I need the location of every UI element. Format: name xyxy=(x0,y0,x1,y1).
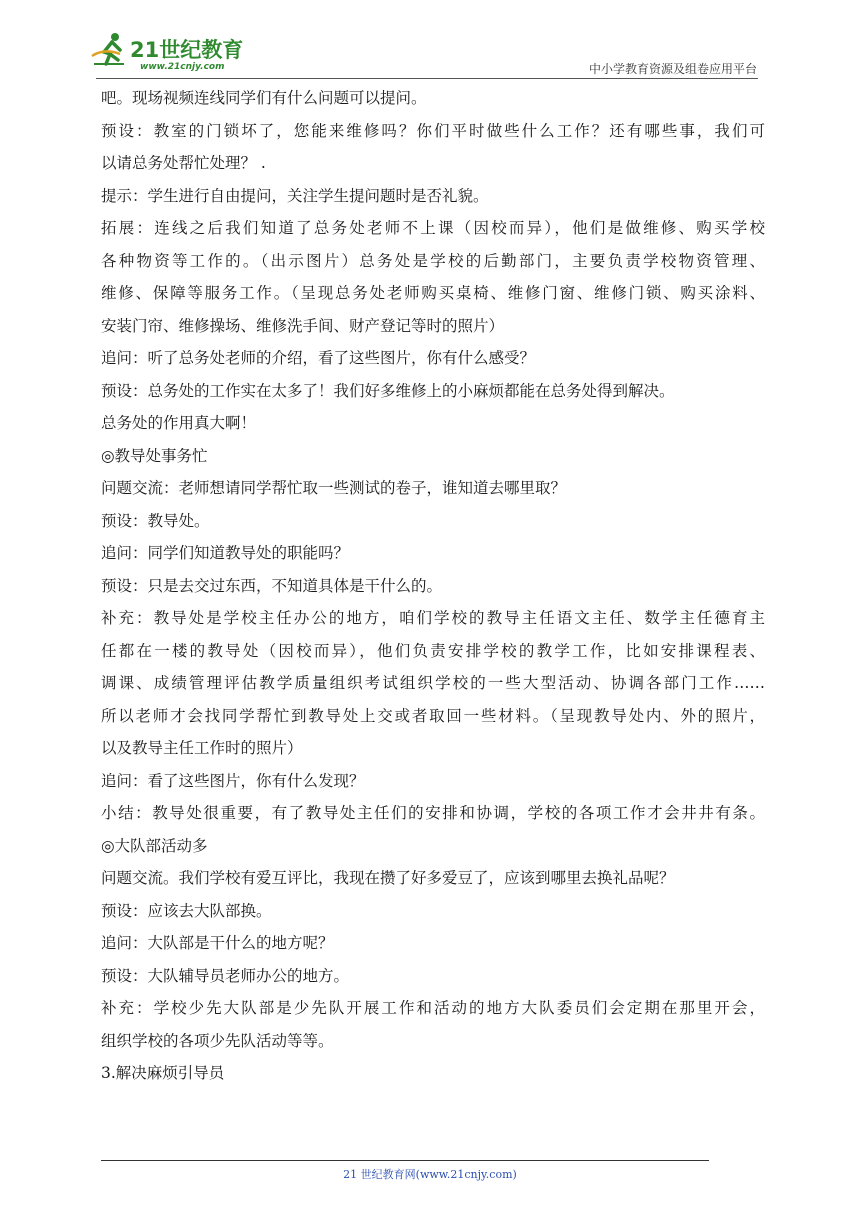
text-line: 预设：教室的门锁坏了，您能来维修吗？你们平时做些什么工作？还有哪些事，我们可 xyxy=(101,121,765,140)
text-line: 组织学校的各项少先队活动等等。 xyxy=(101,1031,334,1050)
text-line: 拓展：连线之后我们知道了总务处老师不上课（因校而异），他们是做维修、购买学校 xyxy=(101,219,765,237)
text-line: 补充：学校少先大队部是少先队开展工作和活动的地方大队委员们会定期在那里开会， xyxy=(101,999,765,1017)
logo-url: www.21cnjy.com xyxy=(140,62,225,72)
text-line: 追问：大队部是干什么的地方呢？ xyxy=(101,934,334,952)
text-line: 小结：教导处很重要，有了教导处主任们的安排和协调，学校的各项工作才会井井有条。 xyxy=(101,804,765,822)
text-line: 任都在一楼的教导处（因校而异），他们负责安排学校的教学工作，比如安排课程表、 xyxy=(101,641,765,660)
footer-divider xyxy=(101,1160,709,1161)
logo-text: 21世纪教育 xyxy=(130,38,244,62)
text-line: 调课、成绩管理评估教学质量组织考试组织学校的一些大型活动、协调各部门工作…… xyxy=(101,674,765,692)
section-heading: ◎大队部活动多 xyxy=(101,836,208,855)
logo xyxy=(96,34,266,78)
text-line: 问题交流：老师想请同学帮忙取一些测试的卷子，谁知道去哪里取？ xyxy=(101,479,567,497)
text-line: 补充：教导处是学校主任办公的地方，咱们学校的教导主任语文主任、数学主任德育主 xyxy=(101,609,765,627)
runner-icon xyxy=(90,30,130,70)
text-line: 总务处的作用真大啊！ xyxy=(101,414,257,432)
section-heading: 3.解决麻烦引导员 xyxy=(101,1064,225,1082)
text-line: 各种物资等工作的。（出示图片）总务处是学校的后勤部门，主要负责学校物资管理、 xyxy=(101,251,765,270)
header-divider xyxy=(96,78,758,79)
text-line: 预设：总务处的工作实在太多了！我们好多维修上的小麻烦都能在总务处得到解决。 xyxy=(101,381,675,400)
text-line: 问题交流。我们学校有爱互评比，我现在攒了好多爱豆了，应该到哪里去换礼品呢？ xyxy=(101,869,675,887)
text-line: 安装门帘、维修操场、维修洗手间、财产登记等时的照片） xyxy=(101,316,505,335)
text-line: 追问：看了这些图片，你有什么发现？ xyxy=(101,771,365,790)
text-line: 预设：应该去大队部换。 xyxy=(101,901,272,920)
page-header xyxy=(0,0,860,80)
section-heading: ◎教导处事务忙 xyxy=(101,446,208,465)
text-line: 维修、保障等服务工作。（呈现总务处老师购买桌椅、维修门窗、维修门锁、购买涂料、 xyxy=(101,284,765,302)
text-line: 预设：教导处。 xyxy=(101,511,210,530)
text-line: 吧。现场视频连线同学们有什么问题可以提问。 xyxy=(101,89,427,107)
text-line: 以请总务处帮忙处理？ . xyxy=(101,154,266,172)
text-line: 追问：同学们知道教导处的职能吗？ xyxy=(101,544,350,562)
document-body xyxy=(101,82,765,1090)
page-footer: 21 世纪教育网(www.21cnjy.com) xyxy=(343,1168,517,1181)
text-line: 所以老师才会找同学帮忙到教导处上交或者取回一些材料。（呈现教导处内、外的照片， xyxy=(101,706,765,725)
text-line: 预设：大队辅导员老师办公的地方。 xyxy=(101,966,350,985)
platform-label: 中小学教育资源及组卷应用平台 xyxy=(588,62,757,76)
text-line: 以及教导主任工作时的照片） xyxy=(101,739,303,757)
text-line: 预设：只是去交过东西，不知道具体是干什么的。 xyxy=(101,576,443,595)
text-line: 追问：听了总务处老师的介绍，看了这些图片，你有什么感受？ xyxy=(101,349,536,367)
text-line: 提示：学生进行自由提问，关注学生提问题时是否礼貌。 xyxy=(101,186,489,205)
